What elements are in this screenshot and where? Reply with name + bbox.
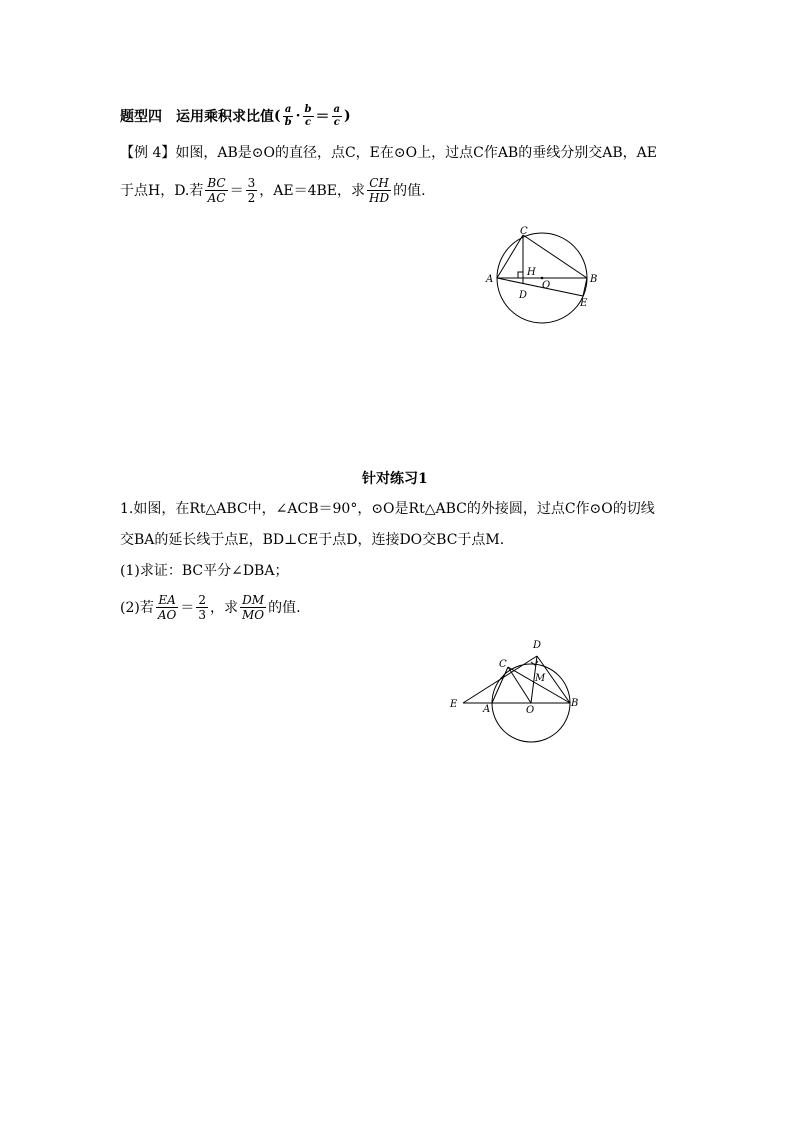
label-a: A	[486, 274, 494, 285]
label-o2: O	[526, 705, 535, 716]
example4-text1: 如图，AB是⊙O的直径，点C，E在⊙O上，过点C作AB的垂线分别交AB，AE	[175, 145, 657, 161]
example4-line1	[120, 140, 657, 164]
figure1-labels	[485, 226, 597, 309]
q1-part2-text-a: (2)若	[120, 600, 154, 616]
section-heading	[120, 104, 351, 128]
fraction-dm-mo: $\frac{DM}{MO}$	[242, 592, 265, 622]
section-heading-text: 题型四 运用乘积求比值	[120, 109, 274, 125]
label-h: H	[527, 267, 536, 278]
practice-heading: 针对练习1	[362, 471, 428, 487]
formula-eq: ＝	[315, 109, 330, 125]
figure-example4	[480, 222, 610, 332]
equals-sign: ＝	[229, 183, 244, 199]
label-b: B	[590, 274, 598, 285]
formula-frac-a-c: $\frac{a}{c}$	[333, 103, 340, 128]
label-o: O	[542, 280, 551, 291]
label-c: C	[520, 226, 528, 237]
example4-line2	[120, 175, 426, 205]
example4-text2c: 的值.	[393, 183, 426, 199]
formula-frac-a-b: $\frac{a}{b}$	[284, 103, 292, 128]
fraction-3-2: $\frac{3}{2}$	[247, 175, 256, 205]
label-d2: D	[533, 640, 542, 651]
formula-frac-b-c: $\frac{b}{c}$	[304, 103, 312, 128]
fraction-bc-ac: $\frac{BC}{AC}$	[207, 175, 226, 205]
label-e: E	[580, 298, 588, 309]
q1-part2-text-c: 的值.	[268, 600, 301, 616]
label-c2: C	[499, 659, 507, 670]
fraction-ch-hd: $\frac{CH}{HD}$	[369, 175, 390, 205]
example4-tag: 【例 4】	[120, 145, 176, 161]
segment-ac2	[492, 667, 508, 703]
equals-sign-2: ＝	[180, 600, 195, 616]
label-m: M	[535, 673, 546, 684]
q1-line1: 1.如图，在Rt△ABC中，∠ACB＝90°，⊙O是Rt△ABC的外接圆，过点C作⊙O的切线	[120, 501, 655, 517]
fraction-ea-ao: $\frac{EA}{AO}$	[157, 592, 177, 622]
label-d: D	[519, 290, 528, 301]
segment-ae	[497, 278, 583, 296]
formula-dot: ·	[295, 108, 301, 124]
example4-text2a: 于点H，D.若	[120, 183, 204, 199]
q1-part2	[120, 592, 301, 622]
center-dot	[541, 277, 544, 280]
figure2-labels	[449, 640, 578, 716]
segment-co	[508, 667, 531, 703]
formula-open: (	[274, 108, 281, 124]
right-angle-mark	[518, 272, 523, 278]
example4-text2b: ，AE＝4BE，求	[259, 183, 366, 199]
label-b2: B	[571, 698, 579, 709]
q1-line2: 交BA的延长线于点E，BD⊥CE于点D，连接DO交BC于点M.	[120, 532, 505, 548]
formula-close: )	[343, 108, 351, 124]
label-a2: A	[483, 704, 491, 715]
label-e2: E	[450, 699, 458, 710]
fraction-2-3: $\frac{2}{3}$	[198, 592, 206, 622]
q1-part1: (1)求证：BC平分∠DBA；	[120, 563, 289, 579]
figure-practice1	[445, 636, 585, 746]
q1-part2-text-b: ，求	[210, 600, 238, 616]
